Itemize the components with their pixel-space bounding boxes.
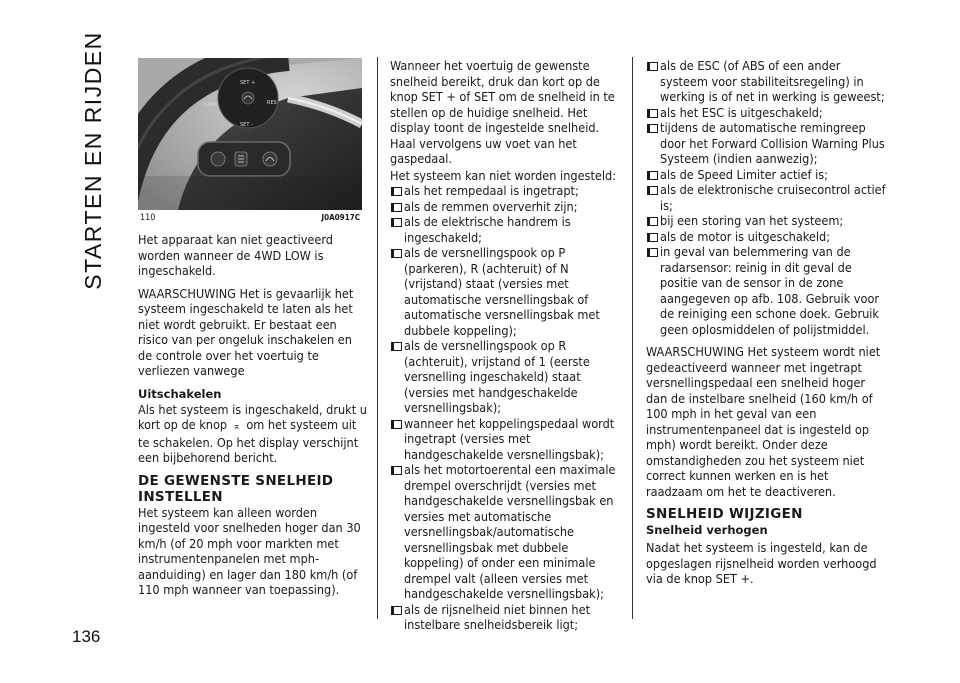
list-item: als de elektrische handrem is ingeschakeld; (390, 214, 626, 245)
col1-paragraph-3 (138, 402, 368, 466)
subheading-uitschakelen: Uitschakelen (138, 386, 222, 401)
set-minus-label: SET - (240, 122, 253, 128)
lane-assist-icon (211, 152, 225, 166)
heading-snelheid-wijzigen: SNELHEID WIJZIGEN (646, 506, 803, 522)
figure-code: J0A0917C (321, 213, 360, 222)
column-1 (138, 232, 368, 598)
chapter-title (66, 30, 120, 290)
chapter-title-text: STARTEN EN RIJDEN (79, 30, 106, 290)
col1-p3-before: Als het systeem is ingeschakeld, drukt u kort op de knop (138, 401, 367, 432)
col1-paragraph-1: Het apparaat kan niet geactiveerd worden wanneer de 4WD LOW is ingeschakeld. (138, 232, 333, 278)
column-divider-2 (632, 57, 633, 619)
list-item: als het ESC is uitgeschakeld; (646, 105, 886, 121)
col2-bullet-list (390, 183, 626, 633)
canc-label: CANC (204, 102, 219, 108)
list-item: als de remmen oververhit zijn; (390, 199, 626, 215)
list-item: als het motortoerental een maximale drempel overschrijdt (versies met handgeschakelde versnellingsbak en versies met automatische versnellingsbak/automatische versnellingsbak met dubbele koppeling) of onder een minimale drempel valt (alleen versies met handgeschakelde versnellingsbak); (390, 462, 626, 602)
list-item: in geval van belemmering van de radarsensor: reinig in dit geval de positie van de sensor in de zone aangegeven op afb. 108. Gebruik voor de reiniging een schone doek. Gebruik geen oplosmiddelen of polijstmiddel. (646, 244, 886, 337)
list-item: als de ESC (of ABS of een ander systeem voor stabiliteitsregeling) in werking is of net in werking is geweest; (646, 58, 886, 105)
list-item: als het rempedaal is ingetrapt; (390, 183, 626, 199)
col2-paragraph-1: Wanneer het voertuig de gewenste snelheid bereikt, druk dan kort op de knop SET + of SET om de snelheid in te stellen op de huidige snelheid. Het display toont de ingestelde snelheid. Haal vervolgens uw voet van het gaspedaal. (390, 58, 615, 166)
col1-p3-after: om het systeem uit te schakelen. Op het display verschijnt een bijbehorend bericht. (138, 417, 359, 465)
limiter-icon (263, 152, 277, 166)
figure-number: 110 (140, 213, 156, 223)
col1-warning: WAARSCHUWING Het is gevaarlijk het systeem ingeschakeld te laten als het niet wordt gebruikt. Er bestaat een risico van per ongeluk inschakelen en de controle over het voertuig te verliezen vanwege (138, 285, 354, 378)
page-number: 136 (72, 627, 101, 646)
list-item: als de rijsnelheid niet binnen het instelbare snelheidsbereik ligt; (390, 602, 626, 633)
col3-warning: WAARSCHUWING Het systeem wordt niet gedeactiveerd wanneer met ingetrapt versnellingspedaal een snelheid hoger dan de instelbare snelheid (160 km/h of 100 mph in het geval van een instrumentenpaneel dat is ingesteld op mph) wordt bereikt. Onder deze omstandigheden zou het systeem niet correct kunnen werken en is het raadzaam om het te deactiveren. (646, 344, 881, 499)
list-item: wanneer het koppelingspedaal wordt ingetrapt (versies met handgeschakelde versnellingsbak); (390, 416, 626, 463)
res-label: RES (267, 100, 277, 106)
cruise-icon (242, 92, 254, 104)
set-plus-label: SET + (240, 80, 256, 86)
figure-caption (138, 212, 362, 226)
subheading-snelheid-verhogen: Snelheid verhogen (646, 523, 768, 537)
cruise-button-icon: ⌅ (232, 421, 241, 432)
col1-paragraph-4: Het systeem kan alleen worden ingesteld voor snelheden hoger dan 30 km/h (of 20 mph voor markten met instrumentenpanelen met mph-aanduiding) en lager dan 180 km/h (of 110 mph wanneer van toepassing). (138, 504, 361, 597)
column-divider-1 (377, 57, 378, 619)
column-3 (646, 58, 886, 587)
list-item: als de motor is uitgeschakeld; (646, 229, 886, 245)
list-item: als de versnellingspook op R (achteruit), vrijstand of 1 (eerste versnelling ingeschakeld) staat (versies met handgeschakelde versnellingsbak); (390, 338, 626, 416)
col3-paragraph-last: Nadat het systeem is ingesteld, kan de opgeslagen rijsnelheid worden verhoogd via de knop SET +. (646, 540, 877, 586)
col3-bullet-list (646, 58, 886, 337)
heading-gewenste-snelheid: DE GEWENSTE SNELHEID INSTELLEN (138, 472, 334, 505)
list-item: als de Speed Limiter actief is; (646, 167, 886, 183)
list-item: bij een storing van het systeem; (646, 213, 886, 229)
list-item: als de versnellingspook op P (parkeren), R (achteruit) of N (vrijstand) staat (versies met automatische versnellingsbak of automatische versnellingsbak met dubbele koppeling); (390, 245, 626, 338)
steering-wheel-image (138, 58, 362, 210)
steering-wheel-figure (138, 58, 362, 210)
col2-paragraph-2: Het systeem kan niet worden ingesteld: (390, 167, 617, 183)
list-item: als de elektronische cruisecontrol actief is; (646, 182, 886, 213)
list-item: tijdens de automatische remingreep door het Forward Collision Warning Plus Systeem (indien aanwezig); (646, 120, 886, 167)
column-2 (390, 58, 626, 633)
